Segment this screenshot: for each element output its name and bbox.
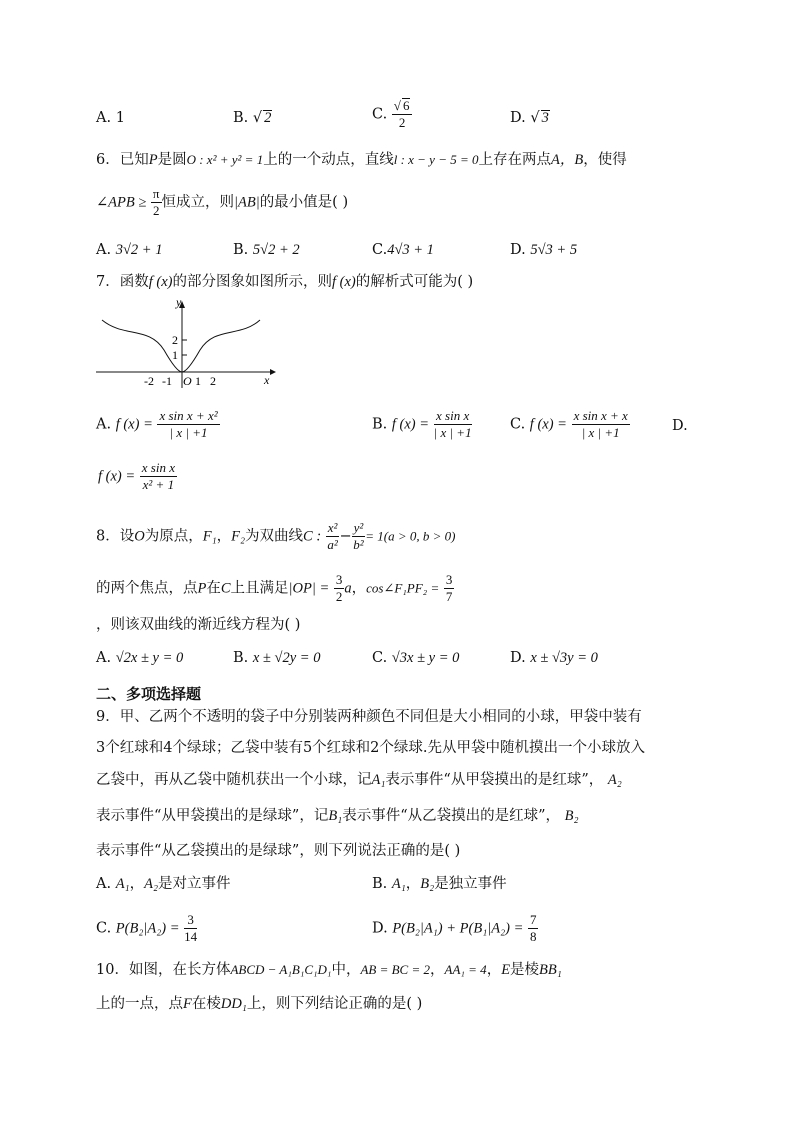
q8-line2: 的两个焦点，点P在C上且满足|OP| = $\frac{3}{2}$ a，cos∠F₁PF₂ = $\frac{3}{7}$ (96, 572, 453, 604)
q9-option-d: D. P(B₂|A₁) + P(B₁|A₂) = $\frac{7}{8}$ (372, 912, 537, 944)
q6-option-c: C.4√3 + 1 (372, 242, 434, 258)
q5-option-c (372, 98, 412, 131)
q5-option-a (96, 108, 125, 128)
q8-option-d: D. x ± √3y = 0 (510, 650, 598, 666)
q10-line1: 10．如图，在长方体ABCD − A₁B₁C₁D₁中，AB = BC = 2，AA₁ = 4，E是棱BB₁ (96, 962, 562, 978)
q9-option-b: B. A₁，B₂是独立事件 (372, 876, 507, 892)
origin-label: O (183, 374, 192, 388)
q9-line4: 表示事件“从甲袋摸出的是绿球”，记B₁表示事件“从乙袋摸出的是红球”， B₂ (96, 808, 579, 824)
q8-option-c: C. √3x ± y = 0 (372, 650, 460, 666)
q7-stem: 7．函数f (x)的部分图象如图所示，则f (x)的解析式可能为( ) (96, 274, 474, 290)
x-tick-label-1: 1 (195, 374, 201, 388)
x-tick-label-neg1: -1 (162, 374, 172, 388)
section-heading-multiple-choice: 二、多项选择题 (96, 685, 202, 703)
function-curve (102, 320, 260, 372)
x-tick-label-neg2: -2 (144, 374, 154, 388)
q6-option-d: D. 5√3 + 5 (510, 242, 578, 258)
q9-line5: 表示事件“从乙袋摸出的是绿球”，则下列说法正确的是( ) (96, 843, 461, 859)
y-axis-label: y (176, 298, 182, 309)
q6-line2: ∠APB ≥ $\frac{\pi}{2}$ 恒成立，则|AB|的最小值是( ) (96, 186, 349, 218)
q7-option-d-label: D. (672, 418, 688, 434)
q9-option-a: A. A₁，A₂是对立事件 (96, 876, 231, 892)
x-tick-label-2: 2 (210, 374, 216, 388)
q9-option-c: C. P(B₂|A₂) = $\frac{3}{14}$ (96, 912, 198, 944)
q6-option-a: A. 3√2 + 1 (96, 242, 163, 258)
y-tick-label-1: 1 (172, 348, 178, 362)
q7-option-a: A. f (x) = $\frac{\text{x sin x + x²}}{| x | +1}$ (96, 408, 218, 440)
q5-option-d-label: D. (510, 110, 526, 126)
y-tick-label-2: 2 (172, 333, 178, 347)
q7-option-c: C. f (x) = $\frac{\text{x sin x + x}}{| x | +1}$ (510, 408, 628, 440)
q6-option-b: B. 5√2 + 2 (233, 242, 300, 258)
q8-line1: 8．设O为原点，F₁，F₂为双曲线C : $\frac{\text{x²}}{\text{a²}}$ − $\frac{\text{y²}}{\text{b²}}$ = 1(a > 0, b > 0) (96, 520, 456, 552)
q9-line3: 乙袋中，再从乙袋中随机获出一个小球，记A₁表示事件“从甲袋摸出的是红球”， A₂ (96, 772, 622, 788)
q5-option-d: D. √ 3 (510, 110, 549, 126)
q10-line2: 上的一点，点F在棱DD₁上，则下列结论正确的是( ) (96, 996, 423, 1012)
q9-line1: 9．甲、乙两个不透明的袋子中分别装两种颜色不同但是大小相同的小球，甲袋中装有 (96, 709, 642, 725)
q5-option-d-value: 3 (541, 110, 549, 126)
q8-option-a: A. √2x ± y = 0 (96, 650, 184, 666)
q8-option-b: B. x ± √2y = 0 (233, 650, 321, 666)
q5-option-b: B. √ 2 (233, 110, 272, 126)
x-axis-label: x (264, 373, 270, 387)
q8-line3: ，则该双曲线的渐近线方程为( ) (96, 617, 301, 633)
q7-option-b: B. f (x) = $\frac{\text{x sin x}}{| x | +1}$ (372, 408, 472, 440)
q5-option-b-value: 2 (264, 110, 272, 126)
q9-line2: 3个红球和4个绿球；乙袋中装有5个红球和2个绿球.先从甲袋中随机摸出一个小球放入 (96, 740, 646, 756)
q5-option-a-text: A. 1 (96, 110, 125, 126)
x-axis-arrow (270, 369, 276, 375)
q7-function-graph (94, 298, 280, 390)
q6-line1: 6．已知P是圆O : x² + y² = 1上的一个动点，直线l : x − y − 5 = 0上存在两点A，B，使得 (96, 152, 627, 168)
q5-option-c-label: C. (372, 106, 388, 123)
q5-option-c-fraction: $\frac{√ 6}{2}$ (392, 98, 413, 131)
q5-option-b-label: B. (233, 110, 249, 126)
q7-option-d: f (x) = $\frac{\text{x sin x}}{\text{x² + 1}}$ (98, 460, 175, 492)
